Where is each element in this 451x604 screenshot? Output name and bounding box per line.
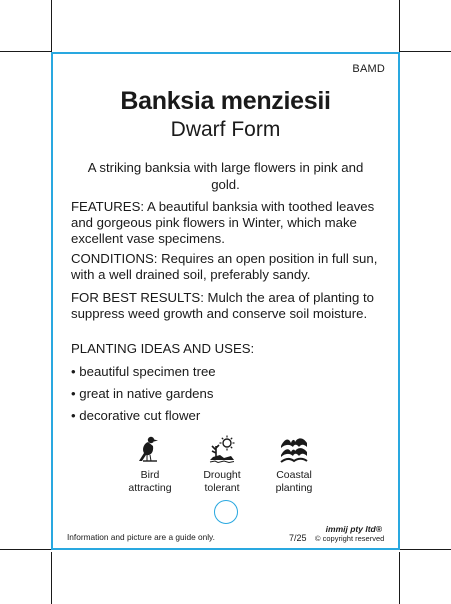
list-item: • decorative cut flower <box>71 408 201 423</box>
crop-mark <box>51 552 52 604</box>
features-paragraph <box>71 199 384 247</box>
drought-tolerant-badge <box>187 434 257 495</box>
icon-label: tolerant <box>204 482 240 494</box>
crop-mark <box>399 0 400 52</box>
intro-text: A striking banksia with large flowers in pink and gold. <box>87 160 364 192</box>
plant-title: Banksia menziesii <box>120 87 331 115</box>
copyright-text: © copyright reserved <box>315 534 385 543</box>
features-text: A beautiful banksia with toothed leaves and gorgeous pink flowers in Winter, which make excellent vase specimens. <box>71 199 375 246</box>
bird-icon <box>135 434 165 464</box>
best-results-paragraph <box>71 290 384 322</box>
plant-subtitle: Dwarf Form <box>170 118 281 141</box>
date-code: 7/25 <box>289 533 307 543</box>
conditions-label: CONDITIONS: <box>71 251 158 266</box>
brand-logo: immij pty ltd® <box>325 524 382 534</box>
hanging-hole <box>214 500 238 524</box>
crop-mark <box>399 549 451 550</box>
crop-mark <box>0 549 52 550</box>
plant-label-card <box>51 52 400 550</box>
planting-heading: PLANTING IDEAS AND USES: <box>71 341 255 356</box>
conditions-text: Requires an open position in full sun, with a well drained soil, preferably sandy. <box>71 251 378 282</box>
list-item: • beautiful specimen tree <box>71 364 216 379</box>
bird-attracting-badge <box>115 434 185 495</box>
crop-mark <box>399 552 400 604</box>
disclaimer-text: Information and picture are a guide only. <box>67 532 215 542</box>
icon-label: planting <box>275 482 313 494</box>
conditions-paragraph <box>71 251 384 283</box>
drought-icon <box>207 434 237 464</box>
best-results-text: Mulch the area of planting to suppress weed growth and conserve soil moisture. <box>71 290 374 321</box>
crop-mark <box>51 0 52 52</box>
icon-label: Bird <box>140 469 160 481</box>
product-code: BAMD <box>352 63 385 75</box>
best-results-label: FOR BEST RESULTS: <box>71 290 204 305</box>
list-item: • great in native gardens <box>71 386 214 401</box>
features-label: FEATURES: <box>71 199 145 214</box>
coastal-planting-badge <box>259 434 329 495</box>
icon-label: Drought <box>203 469 241 481</box>
waves-icon <box>279 434 309 464</box>
crop-mark <box>399 51 451 52</box>
crop-mark <box>0 51 52 52</box>
icon-label: Coastal <box>276 469 312 481</box>
icon-label: attracting <box>128 482 172 494</box>
planting-list <box>71 363 216 429</box>
